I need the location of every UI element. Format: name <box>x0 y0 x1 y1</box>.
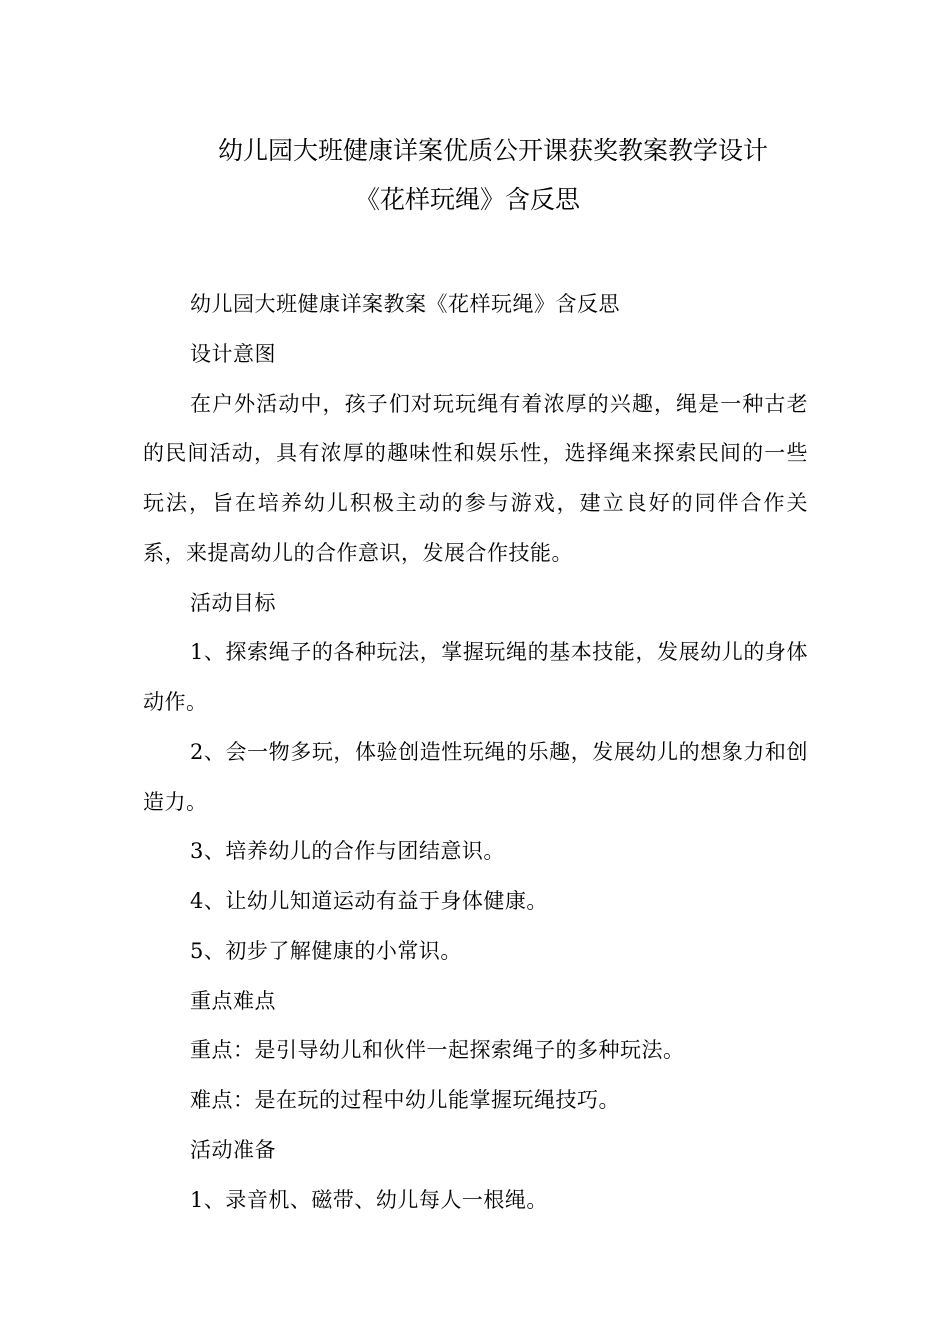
key-point-paragraph: 重点：是引导幼儿和伙伴一起探索绳子的多种玩法。 <box>190 1038 685 1063</box>
preparation-item-1: 1、录音机、磁带、幼儿每人一根绳。 <box>190 1187 548 1212</box>
section-heading-key-points: 重点难点 <box>190 988 276 1013</box>
document-title-line-1: 幼儿园大班健康详案优质公开课获奖教案教学设计 <box>218 136 769 165</box>
objective-item-1: 1、探索绳子的各种玩法，掌握玩绳的基本技能，发展幼儿的身体动作。 <box>143 640 808 714</box>
objective-item-5: 5、初步了解健康的小常识。 <box>190 938 462 963</box>
section-heading-preparation: 活动准备 <box>190 1137 276 1162</box>
section-heading-design-intent: 设计意图 <box>190 341 276 366</box>
design-intent-paragraph: 在户外活动中，孩子们对玩玩绳有着浓厚的兴趣，绳是一种古老的民间活动，具有浓厚的趣味性和娱乐性，选择绳来探索民间的一些玩法，旨在培养幼儿积极主动的参与游戏，建立良好的同伴合作关系，来提高幼儿的合作意识，发展合作技能。 <box>143 391 808 565</box>
section-heading-objectives: 活动目标 <box>190 590 276 615</box>
objective-item-3: 3、培养幼儿的合作与团结意识。 <box>190 839 505 864</box>
document-body <box>143 280 808 1225</box>
document-title-line-2: 《花样玩绳》含反思 <box>355 185 581 214</box>
difficulty-paragraph: 难点：是在玩的过程中幼儿能掌握玩绳技巧。 <box>190 1088 620 1112</box>
subtitle-paragraph: 幼儿园大班健康详案教案《花样玩绳》含反思 <box>190 292 620 316</box>
objective-item-2: 2、会一物多玩，体验创造性玩绳的乐趣，发展幼儿的想象力和创造力。 <box>143 739 808 814</box>
objective-item-4: 4、让幼儿知道运动有益于身体健康。 <box>190 889 548 913</box>
